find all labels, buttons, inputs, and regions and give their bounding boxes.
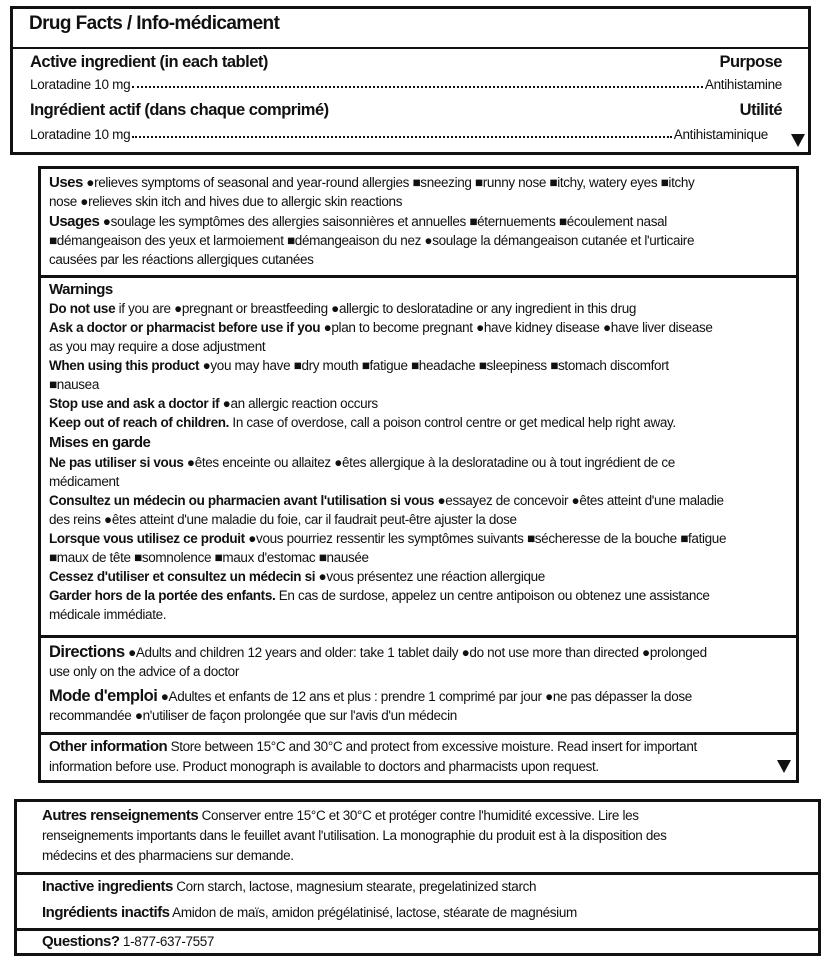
usages-text-1: ●soulage les symptômes des allergies saisonnières et annuelles ■éternuements ■écoulement nasal <box>102 214 667 229</box>
section-divider <box>41 635 796 638</box>
garder-text-2: médicale immédiate. <box>49 607 167 622</box>
inactive-text-fr: Amidon de maïs, amidon prégélatinisé, lactose, stéarate de magnésium <box>169 905 577 920</box>
purpose-fr: Antihistaminique <box>673 127 768 142</box>
active-ingredient-fr: Loratadine 10 mg <box>30 127 131 142</box>
questions-section <box>42 933 214 952</box>
uses-heading: Uses <box>49 174 83 191</box>
lorsque-text: ●vous pourriez ressentir les symptômes suivants ■sécheresse de la bouche ■fatigue <box>244 531 727 546</box>
usages-heading: Usages <box>49 213 100 230</box>
ne-pas-label: Ne pas utiliser si vous <box>49 455 184 470</box>
directions-text-1: ●Adults and children 12 years and older: take 1 tablet daily ●do not use more than directed ●prolonged <box>124 645 707 660</box>
do-not-use-label: Do not use <box>49 301 116 316</box>
garder-label: Garder hors de la portée des enfants. <box>49 588 276 603</box>
when-using-text-2: ■nausea <box>49 377 99 392</box>
purpose-heading-en: Purpose <box>719 53 782 71</box>
usages-text-3: causées par les réactions allergiques cutanées <box>49 252 314 267</box>
when-using-label: When using this product <box>49 358 200 373</box>
active-ingredient-heading-fr: Ingrédient actif (dans chaque comprimé) <box>30 101 329 119</box>
consultez-text-2: des reins ●êtes atteint d'une maladie du foie, car il faudrait peut-être ajuster la dose <box>49 512 517 527</box>
inactive-section-en <box>42 878 536 897</box>
active-ingredient-heading-en: Active ingredient (in each tablet) <box>30 53 268 71</box>
inactive-text-en: Corn starch, lactose, magnesium stearate, pregelatinized starch <box>172 879 537 894</box>
mode-emploi-text-1: ●Adultes et enfants de 12 ans et plus : prendre 1 comprimé par jour ●ne pas dépasser la dose <box>157 689 692 704</box>
uses-section-en <box>49 174 694 193</box>
mode-emploi-section-fr <box>49 687 692 707</box>
do-not-use-text: if you are ●pregnant or breastfeeding ●allergic to desloratadine or any ingredient in this drug <box>115 301 637 316</box>
mises-en-garde-heading: Mises en garde <box>49 434 151 451</box>
inactive-heading-en: Inactive ingredients <box>42 878 173 895</box>
keep-out-line <box>49 414 676 433</box>
ask-doctor-line <box>49 319 713 338</box>
leader-dots <box>132 86 703 88</box>
when-using-line <box>49 357 669 376</box>
ask-doctor-text: ●plan to become pregnant ●have kidney disease ●have liver disease <box>320 320 713 335</box>
other-info-text-1: Store between 15°C and 30°C and protect from excessive moisture. Read insert for important <box>167 739 697 754</box>
drug-facts-title: Drug Facts / Info-médicament <box>29 13 280 34</box>
leader-dots <box>132 136 671 138</box>
active-ingredient-row-fr <box>30 127 768 142</box>
other-info-section <box>49 738 697 757</box>
section-divider <box>41 275 796 278</box>
section-divider <box>17 928 818 931</box>
other-info-heading: Other information <box>49 738 168 755</box>
inactive-heading-fr: Ingrédients inactifs <box>42 904 170 921</box>
cessez-label: Cessez d'utiliser et consultez un médecin si <box>49 569 316 584</box>
ne-pas-text-2: médicament <box>49 474 120 489</box>
continue-arrow-icon <box>791 134 805 147</box>
ask-doctor-label: Ask a doctor or pharmacist before use if you <box>49 320 321 335</box>
uses-text-1: ●relieves symptoms of seasonal and year-round allergies ■sneezing ■runny nose ■itchy, watery eyes ■itchy <box>86 175 695 190</box>
other-info-text-2: information before use. Product monograph is available to doctors and pharmacists upon request. <box>49 759 599 774</box>
active-ingredient-row-en <box>30 77 782 92</box>
purpose-heading-fr: Utilité <box>739 101 782 119</box>
consultez-label: Consultez un médecin ou pharmacien avant l'utilisation si vous <box>49 493 435 508</box>
cessez-line <box>49 568 545 587</box>
active-ingredient-en: Loratadine 10 mg <box>30 77 131 92</box>
mode-emploi-heading: Mode d'emploi <box>49 687 158 705</box>
autres-text-3: médecins et des pharmaciens sur demande. <box>42 848 294 863</box>
garder-text: En cas de surdose, appelez un centre antipoison ou obtenez une assistance <box>275 588 710 603</box>
lorsque-text-2: ■maux de tête ■somnolence ■maux d'estomac ■nausée <box>49 550 369 565</box>
continue-arrow-icon <box>777 760 791 773</box>
usages-section-fr <box>49 213 667 232</box>
consultez-line <box>49 492 724 511</box>
questions-heading: Questions? <box>42 933 120 950</box>
ne-pas-line <box>49 454 675 473</box>
directions-heading: Directions <box>49 643 125 661</box>
section-divider <box>17 872 818 875</box>
drug-facts-top-panel <box>10 6 811 155</box>
consultez-text: ●essayez de concevoir ●êtes atteint d'une maladie <box>434 493 724 508</box>
stop-use-text: ●an allergic reaction occurs <box>219 396 378 411</box>
keep-out-text: In case of overdose, call a poison control centre or get medical help right away. <box>229 415 676 430</box>
autres-text-2: renseignements importants dans le feuillet avant l'utilisation. La monographie du produit est à la disposition des <box>42 828 667 843</box>
inactive-section-fr <box>42 904 577 923</box>
garder-line <box>49 587 710 606</box>
autres-heading: Autres renseignements <box>42 807 199 824</box>
when-using-text: ●you may have ■dry mouth ■fatigue ■headache ■sleepiness ■stomach discomfort <box>199 358 669 373</box>
title-divider <box>13 47 808 49</box>
purpose-en: Antihistamine <box>704 77 782 92</box>
section-divider <box>41 732 796 735</box>
directions-section-en <box>49 643 707 663</box>
lorsque-line <box>49 530 726 549</box>
stop-use-label: Stop use and ask a doctor if <box>49 396 220 411</box>
autres-section-fr <box>42 807 639 826</box>
do-not-use-line <box>49 300 636 319</box>
stop-use-line <box>49 395 378 414</box>
drug-facts-main-panel <box>38 166 799 783</box>
drug-facts-bottom-panel <box>14 799 821 956</box>
usages-text-2: ■démangeaison des yeux et larmoiement ■démangeaison du nez ●soulage la démangeaison cutanée et l'urticaire <box>49 233 695 248</box>
uses-text-2: nose ●relieves skin itch and hives due to allergic skin reactions <box>49 194 403 209</box>
ne-pas-text: ●êtes enceinte ou allaitez ●êtes allergique à la desloratadine ou à tout ingrédient de ce <box>183 455 675 470</box>
questions-phone: 1-877-637-7557 <box>119 934 215 949</box>
ask-doctor-text-2: as you may require a dose adjustment <box>49 339 266 354</box>
cessez-text: ●vous présentez une réaction allergique <box>315 569 545 584</box>
keep-out-label: Keep out of reach of children. <box>49 415 230 430</box>
directions-text-2: use only on the advice of a doctor <box>49 664 239 679</box>
warnings-heading: Warnings <box>49 281 113 298</box>
mode-emploi-text-2: recommandée ●n'utiliser de façon prolongée que sur l'avis d'un médecin <box>49 708 457 723</box>
lorsque-label: Lorsque vous utilisez ce produit <box>49 531 245 546</box>
autres-text-1: Conserver entre 15°C et 30°C et protéger contre l'humidité excessive. Lire les <box>198 808 639 823</box>
